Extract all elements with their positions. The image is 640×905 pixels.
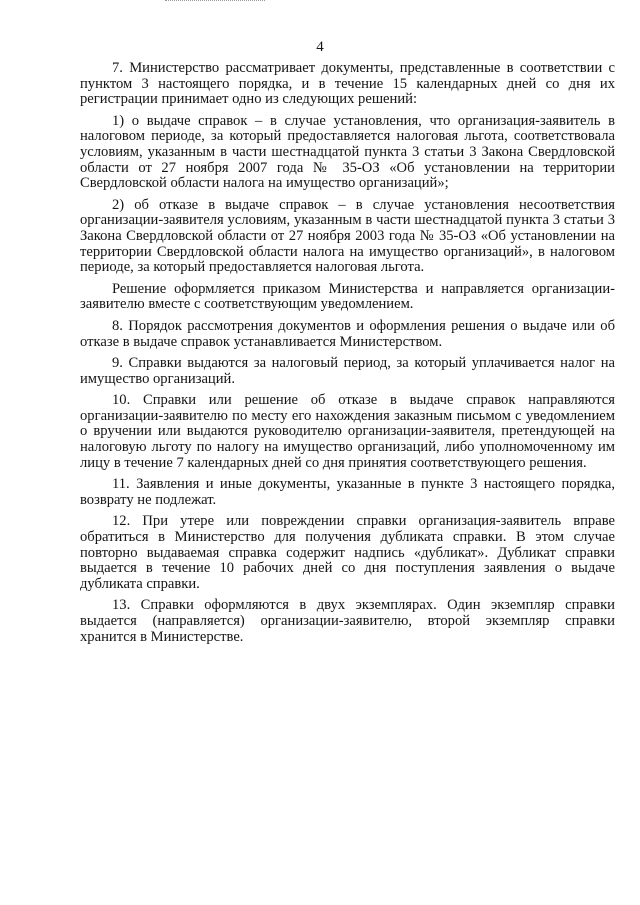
paragraph-decision: Решение оформляется приказом Министерства и направляется организации-заявителю вместе с соответствующим уведомлением. [80, 280, 615, 313]
page-number: 4 [316, 39, 324, 55]
paragraph-7: 7. Министерство рассматривает документы, представленные в соответствии с пунктом 3 настоящего порядка, и в течение 15 календарных дней со дня их регистрации принимает одно из следующих решений: [80, 60, 615, 108]
paragraph-9: 9. Справки выдаются за налоговый период, за который уплачивается налог на имущество организаций. [80, 355, 615, 387]
paragraph-10: 10. Справки или решение об отказе в выдаче справок направляются организации-заявителю по месту его нахождения заказным письмом с уведомлением о вручении или выдаются руководителю организации-заявителя, претендующей на налоговую льготу по налогу на имущество организаций, либо уполномоченному им лицу в течение 7 календарных дней со дня принятия соответствующего решения. [80, 392, 615, 471]
scan-edge-mark [165, 0, 265, 2]
paragraph-12: 12. При утере или повреждении справки организация-заявитель вправе обратиться в Министерство для получения дубликата справки. В этом случае повторно выдаваемая справка содержит надпись «дубликат». Дубликат справки выдается в течение 10 рабочих дней со дня поступления заявления о выдаче дубликата справки. [80, 513, 615, 592]
paragraph-13: 13. Справки оформляются в двух экземплярах. Один экземпляр справки выдается (направляется) организации-заявителю, второй экземпляр справки хранится в Министерстве. [80, 597, 615, 645]
paragraph-8: 8. Порядок рассмотрения документов и оформления решения о выдаче или об отказе в выдаче справок устанавливается Министерством. [80, 317, 615, 350]
paragraph-7-2: 2) об отказе в выдаче справок – в случае установления несоответствия организации-заявителя условиям, указанным в части шестнадцатой пункта 3 статьи 3 Закона Свердловской области от 27 ноября 2003 года № 35-ОЗ «Об установлении на территории Свердловской области налога на имущество организаций», в налоговом периоде, за который предоставляется налоговая льгота. [80, 196, 615, 276]
document-body [80, 61, 615, 651]
paragraph-11: 11. Заявления и иные документы, указанные в пункте 3 настоящего порядка, возврату не подлежат. [80, 476, 615, 508]
paragraph-7-1: 1) о выдаче справок – в случае установления, что организация-заявитель в налоговом периоде, за который предоставляется налоговая льгота, соответствовала условиям, указанным в части шестнадцатой пункта 3 статьи 3 Закона Свердловской области от 27 ноября 2007 года № 35-ОЗ «Об установлении на территории Свердловской области налога на имущество организаций»; [80, 112, 615, 192]
